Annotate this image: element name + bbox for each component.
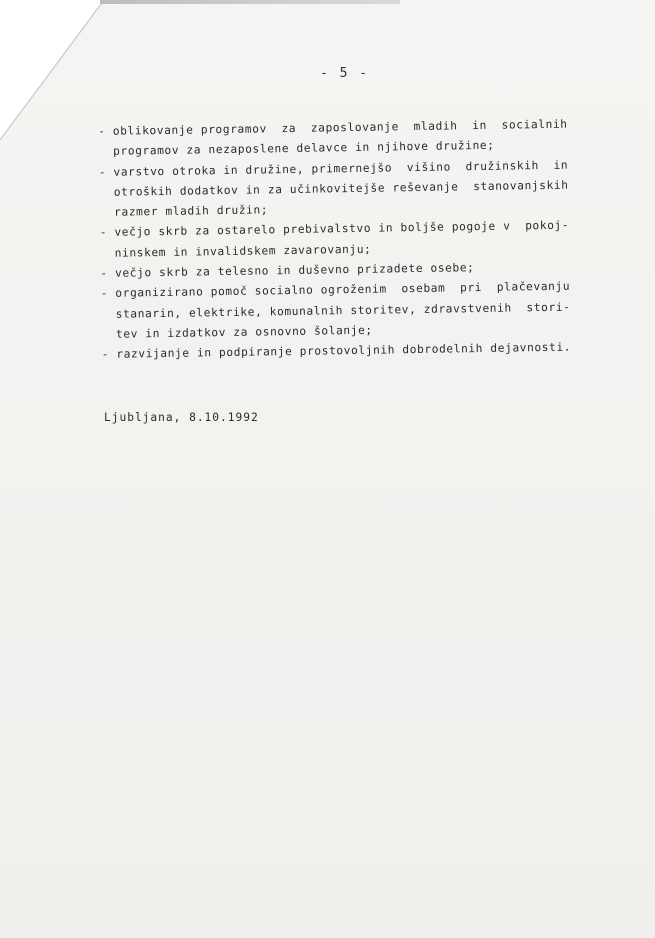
- text-line-2: programov za nezaposlene delavce in njihove družine;: [98, 139, 495, 159]
- text-line-8: - večjo skrb za telesno in duševno prizadete osebe;: [100, 261, 475, 281]
- text-line-3: - varstvo otroka in družine, primernejšo višino družinskih in: [98, 158, 569, 179]
- text-line-1: - oblikovanje programov za zaposlovanje mladih in socialnih: [98, 117, 568, 138]
- text-line-4: otroških dodatkov in za učinkovitejše reševanje stanovanjskih: [99, 178, 569, 199]
- page-number: - 5 -: [320, 66, 370, 81]
- top-edge-shadow: [100, 0, 400, 4]
- text-line-10: stanarin, elektrike, komunalnih storitev, zdravstvenih stori-: [100, 300, 571, 321]
- text-line-7: ninskem in invalidskem zavarovanju;: [99, 242, 372, 260]
- date-line: Ljubljana, 8.10.1992: [104, 411, 259, 424]
- page-fold-edge: [0, 0, 110, 150]
- text-line-12: - razvijanje in podpiranje prostovoljnih dobrodelnih dejavnosti.: [101, 340, 572, 362]
- text-line-11: tev in izdatkov za osnovno šolanje;: [101, 323, 373, 341]
- text-line-9: - organizirano pomoč socialno ogroženim osebam pri plačevanju: [100, 279, 571, 301]
- text-line-5: razmer mladih družin;: [99, 203, 269, 220]
- text-line-6: - večjo skrb za ostarelo prebivalstvo in boljše pogoje v pokoj-: [99, 219, 570, 240]
- text-body: [98, 114, 642, 366]
